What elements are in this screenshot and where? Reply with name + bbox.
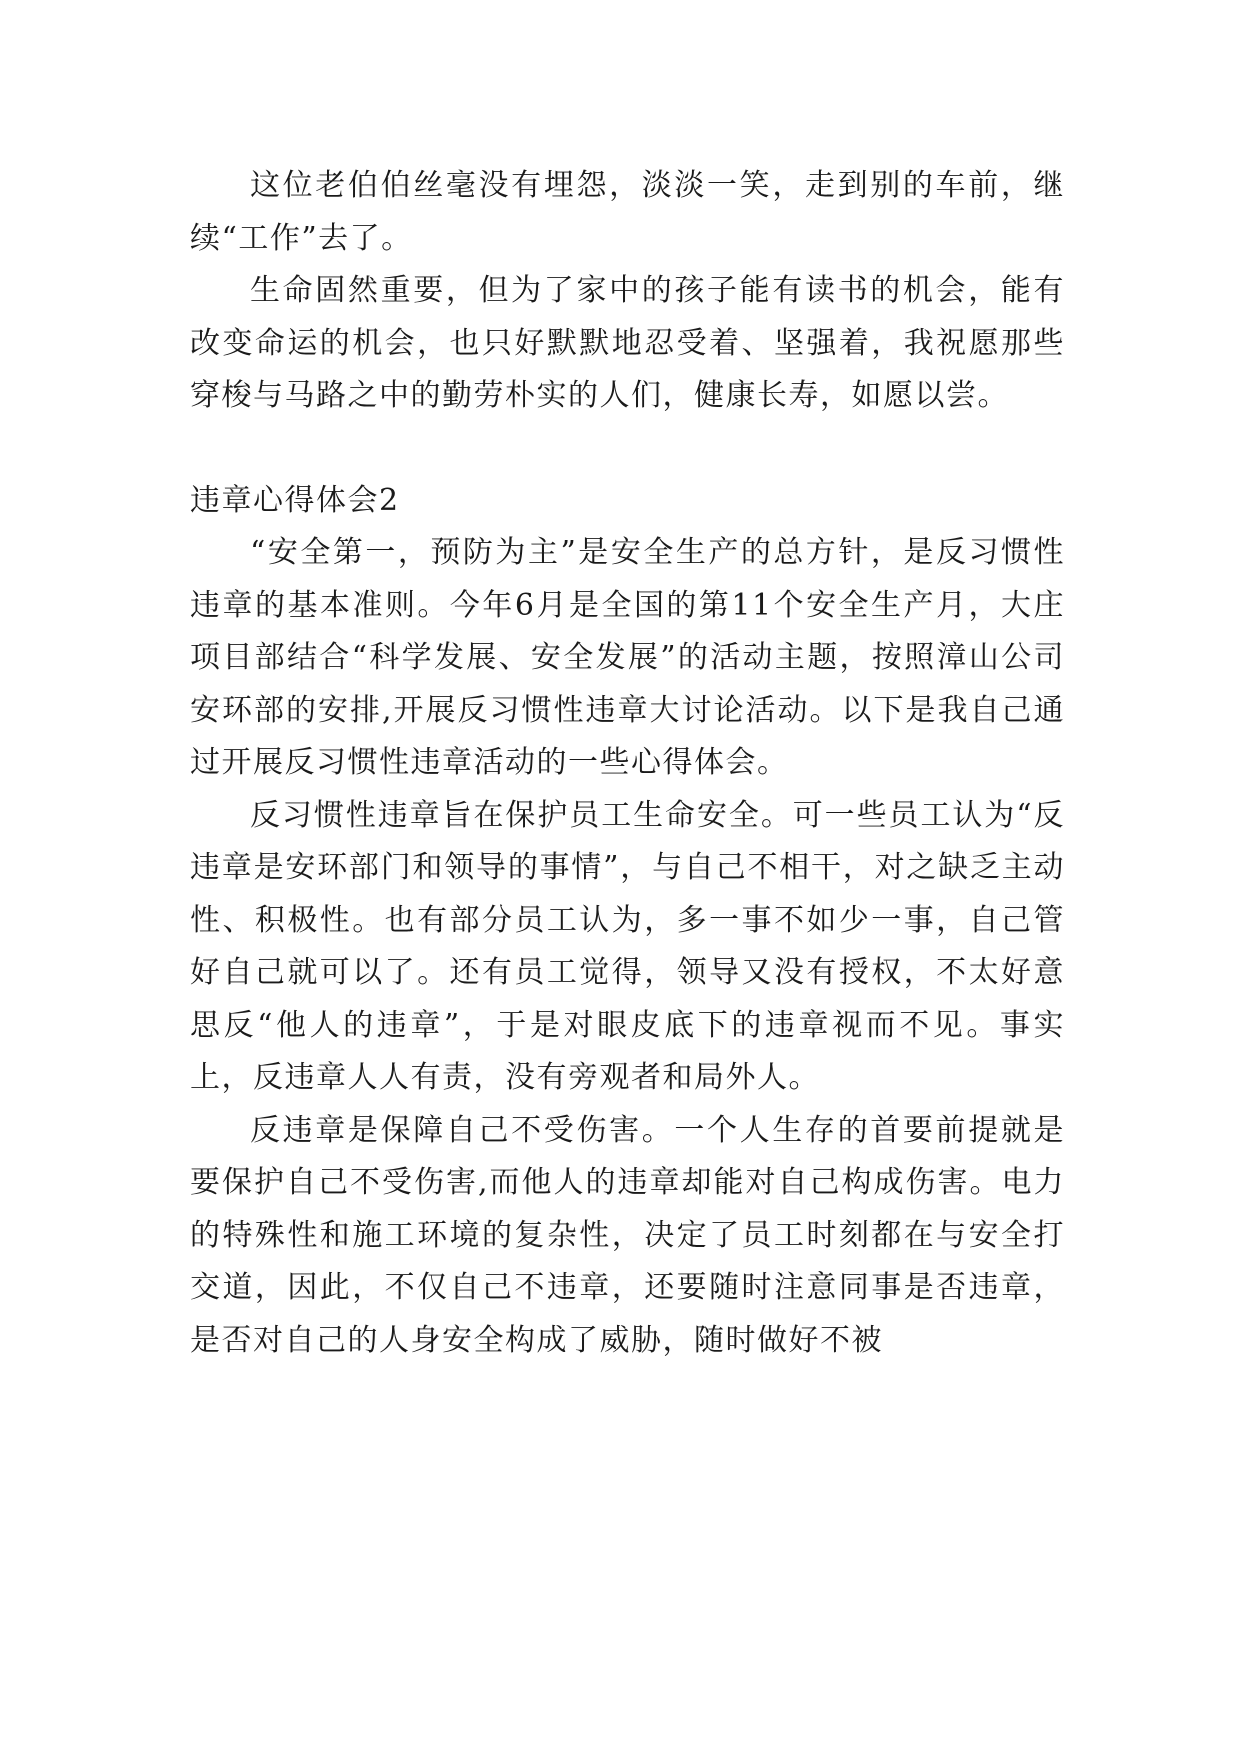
paragraph-2: 生命固然重要，但为了家中的孩子能有读书的机会，能有改变命运的机会，也只好默默地忍受着、坚强着，我祝愿那些穿梭与马路之中的勤劳朴实的人们，健康长寿，如愿以尝。 [190,273,1065,413]
paragraph-5: 反违章是保障自己不受伤害。一个人生存的首要前提就是要保护自己不受伤害,而他人的违章却能对自己构成伤害。电力的特殊性和施工环境的复杂性，决定了员工时刻都在与安全打交道，因此，不仅自己不违章，还要随时注意同事是否违章，是否对自己的人身安全构成了威胁，随时做好不被 [190,1112,1065,1358]
section-heading: 违章心得体会2 [190,482,400,518]
paragraph-1: 这位老伯伯丝毫没有埋怨，淡淡一笑，走到别的车前，继续“工作”去了。 [190,168,1065,256]
paragraph-3: “安全第一，预防为主”是安全生产的总方针，是反习惯性违章的基本准则。今年6月是全国的第11个安全生产月，大庄项目部结合“科学发展、安全发展”的活动主题，按照漳山公司安环部的安排,开展反习惯性违章大讨论活动。以下是我自己通过开展反习惯性违章活动的一些心得体会。 [190,535,1065,780]
paragraph-4: 反习惯性违章旨在保护员工生命安全。可一些员工认为“反违章是安环部门和领导的事情”，与自己不相干，对之缺乏主动性、积极性。也有部分员工认为，多一事不如少一事，自己管好自己就可以了。还有员工觉得，领导又没有授权，不太好意思反“他人的违章”，于是对眼皮底下的违章视而不见。事实上，反违章人人有责，没有旁观者和局外人。 [190,797,1065,1095]
document-body [190,160,1065,1367]
